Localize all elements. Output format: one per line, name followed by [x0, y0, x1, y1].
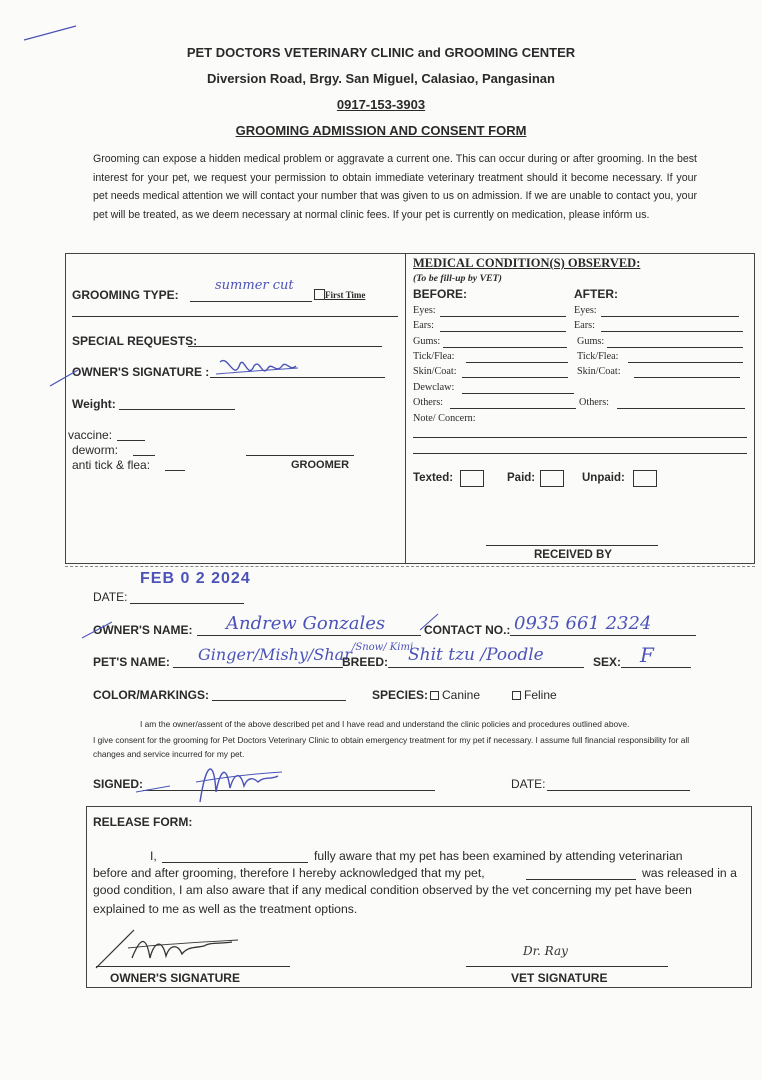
- first-time-checkbox[interactable]: [314, 289, 325, 300]
- texted-label: Texted:: [413, 472, 454, 484]
- pet-name-extra: /Snow/ Kimi: [352, 642, 414, 653]
- contact-line[interactable]: [510, 635, 696, 636]
- after-tick: Tick/Flea:: [577, 351, 619, 362]
- canine-checkbox[interactable]: [430, 691, 439, 700]
- after-gums-line[interactable]: [607, 347, 743, 348]
- before-gums: Gums:: [413, 336, 441, 347]
- form-title: GROOMING ADMISSION AND CONSENT FORM: [235, 123, 527, 138]
- consent-text-first: I am the owner/assent of the above described pet and I have read and understand the clinic policies and procedures outlined above.: [140, 719, 630, 729]
- before-gums-line[interactable]: [443, 347, 567, 348]
- sex-value[interactable]: F: [640, 643, 654, 667]
- pet-name-value[interactable]: Ginger/Mishy/Shar: [198, 645, 352, 664]
- anti-tick-label: anti tick & flea:: [72, 458, 151, 472]
- vet-sig-line[interactable]: [466, 966, 668, 967]
- before-tick-line[interactable]: [466, 362, 568, 363]
- before-others-line[interactable]: [450, 408, 576, 409]
- note-line-2[interactable]: [413, 453, 747, 454]
- after-label: AFTER:: [574, 287, 618, 301]
- special-requests-line[interactable]: [188, 346, 382, 347]
- sex-line[interactable]: [621, 667, 691, 668]
- unpaid-label: Unpaid:: [582, 472, 625, 484]
- grooming-type-label: GROOMING TYPE:: [72, 288, 179, 302]
- clinic-name: PET DOCTORS VETERINARY CLINIC and GROOMING CENTER: [186, 45, 576, 60]
- consent-text-rest: I give consent for the grooming for Pet Doctors Veterinary Clinic to obtain emergency treatment for my pet if necessary. I assume full financial responsibility for all changes and service incurred for my pet.: [93, 735, 690, 759]
- strike-marks: [80, 600, 440, 640]
- before-others: Others:: [413, 397, 443, 408]
- color-label: COLOR/MARKINGS:: [93, 688, 209, 702]
- contact-value[interactable]: 0935 661 2324: [514, 613, 652, 634]
- after-eyes-line[interactable]: [601, 316, 739, 317]
- before-ears: Ears:: [413, 320, 434, 331]
- signed-label: SIGNED:: [93, 777, 144, 791]
- first-time-label: First Time: [325, 290, 366, 300]
- after-eyes: Eyes:: [574, 305, 597, 316]
- release-owner-signature-mark: [92, 924, 252, 974]
- vaccine-label: vaccine:: [68, 428, 113, 442]
- groomer-line[interactable]: [246, 455, 354, 456]
- canine-label: Canine: [442, 688, 481, 702]
- vaccine-line[interactable]: [117, 440, 145, 441]
- release-text-1b: fully aware that my pet has been examined by attending veterinarian: [314, 849, 683, 863]
- color-line[interactable]: [212, 700, 346, 701]
- after-ears: Ears:: [574, 320, 595, 331]
- breed-value[interactable]: Shit tzu /Poodle: [408, 645, 544, 665]
- before-skin: Skin/Coat:: [413, 366, 457, 377]
- feline-label: Feline: [524, 688, 557, 702]
- grooming-type-line: [190, 301, 312, 302]
- medical-title: MEDICAL CONDITION(S) OBSERVED:: [413, 256, 641, 270]
- release-text-2a: before and after grooming, therefore I hereby acknowledged that my pet,: [93, 866, 485, 880]
- texted-checkbox[interactable]: [460, 470, 484, 487]
- anti-tick-line[interactable]: [165, 470, 185, 471]
- weight-line[interactable]: [119, 409, 235, 410]
- owner-name-label: OWNER'S NAME:: [93, 623, 193, 637]
- deworm-line[interactable]: [133, 455, 155, 456]
- vet-sig-label: VET SIGNATURE: [511, 971, 608, 985]
- note-line-1[interactable]: [413, 437, 747, 438]
- before-label: BEFORE:: [413, 287, 467, 301]
- after-gums: Gums:: [577, 336, 605, 347]
- before-eyes-line[interactable]: [440, 316, 566, 317]
- box-divider: [405, 253, 406, 564]
- unpaid-checkbox[interactable]: [633, 470, 657, 487]
- after-others-line[interactable]: [617, 408, 745, 409]
- paid-label: Paid:: [507, 472, 536, 484]
- release-text-3: good condition, I am also aware that if any medical condition observed by the vet concerning my pet have been: [93, 883, 692, 897]
- sex-label: SEX:: [593, 655, 622, 669]
- pet-name-line[interactable]: [173, 667, 343, 668]
- groomer-label: GROOMER: [291, 459, 350, 471]
- clinic-address: Diversion Road, Brgy. San Miguel, Calasiao, Pangasinan: [207, 71, 555, 86]
- note-label: Note/ Concern:: [413, 413, 476, 424]
- before-eyes: Eyes:: [413, 305, 436, 316]
- before-tick: Tick/Flea:: [413, 351, 455, 362]
- breed-label: BREED:: [342, 655, 389, 669]
- after-skin: Skin/Coat:: [577, 366, 621, 377]
- received-by-label: RECEIVED BY: [534, 549, 612, 561]
- owner-signature-label: OWNER'S SIGNATURE :: [72, 365, 210, 379]
- date-label: DATE:: [93, 590, 128, 604]
- contact-label: CONTACT NO.:: [424, 623, 511, 637]
- special-requests-label: SPECIAL REQUESTS:: [72, 334, 198, 348]
- release-text-2b: was released in a: [642, 866, 737, 880]
- after-tick-line[interactable]: [628, 362, 743, 363]
- breed-line[interactable]: [388, 667, 584, 668]
- consent-signature-mark: [130, 752, 300, 812]
- before-skin-line[interactable]: [462, 377, 568, 378]
- after-ears-line[interactable]: [601, 331, 743, 332]
- before-dewclaw: Dewclaw:: [413, 382, 455, 393]
- feline-checkbox[interactable]: [512, 691, 521, 700]
- grooming-type-value[interactable]: summer cut: [215, 278, 294, 293]
- pet-name-label: PET'S NAME:: [93, 655, 170, 669]
- intro-paragraph: Grooming can expose a hidden medical problem or aggravate a current one. This can occur during or after grooming. In the best interest for your pet, we request your permission to obtain immediate veterinary treatment should it become necessary. If your pet needs medical attention we will contact your number that was given to us on admission. If we are unable to contact you, your pet will be treated, as we deem necessary at normal clinic fees. If your pet is currently on medication, please infórm us.: [93, 153, 697, 221]
- release-title: RELEASE FORM:: [93, 815, 193, 829]
- release-owner-sig-label: OWNER'S SIGNATURE: [110, 971, 240, 985]
- vet-signature-value: Dr. Ray: [523, 944, 568, 958]
- species-label: SPECIES:: [372, 688, 429, 702]
- release-name-line[interactable]: [162, 862, 308, 863]
- before-dewclaw-line[interactable]: [462, 393, 574, 394]
- pen-mark: [20, 22, 80, 44]
- owner-name-value[interactable]: Andrew Gonzales: [226, 613, 386, 634]
- after-others: Others:: [579, 397, 609, 408]
- paid-checkbox[interactable]: [540, 470, 564, 487]
- owner-signature-mark: [48, 352, 308, 392]
- section-separator: [65, 566, 755, 567]
- consent-date-line[interactable]: [547, 790, 690, 791]
- after-skin-line[interactable]: [634, 377, 740, 378]
- date-stamp: FEB 0 2 2024: [140, 570, 251, 587]
- deworm-label: deworm:: [72, 443, 119, 457]
- clinic-phone: 0917-153-3903: [336, 97, 426, 112]
- consent-date-label: DATE:: [511, 777, 546, 791]
- release-text-4: explained to me as well as the treatment options.: [93, 902, 358, 916]
- release-pet-line[interactable]: [526, 879, 636, 880]
- medical-subtitle: (To be fill-up by VET): [413, 273, 502, 284]
- grooming-type-line-2: [72, 316, 398, 317]
- weight-label: Weight:: [72, 397, 116, 411]
- release-text-1a: I,: [150, 849, 157, 863]
- before-ears-line[interactable]: [440, 331, 566, 332]
- received-by-line[interactable]: [486, 545, 658, 546]
